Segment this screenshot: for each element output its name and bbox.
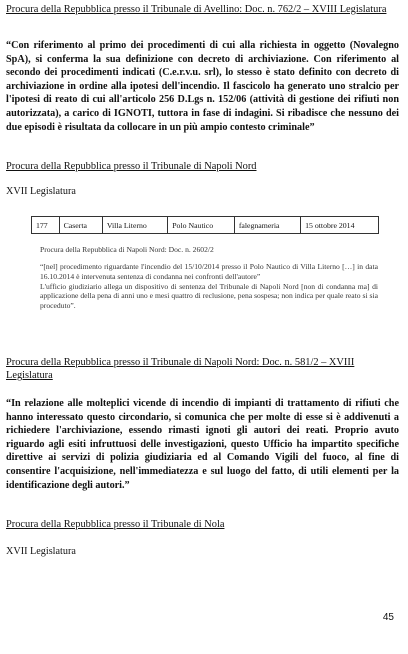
quote-avellino: “Con riferimento al primo dei procedimenti di cui alla richiesta in oggetto (Novalegno SpA), si conferma la sua definizione con decreto di archiviazione. Con riferimento al secondo dei procedimenti indicati (C.e.r.v.u. srl), lo stesso è stato definito con decreto di archiviazione in ordine alla ipotesi dell'incendio. Il fascicolo ha generato uno stralcio per l'ipotesi di reato di cui all'articolo 256 D.Lgs n. 152/06 (attività di gestione dei rifiuti non autorizzata), a carico di IGNOTI, tuttora in fase di indagini. Si ribadisce che nessuno dei due episodi è risultata da collocare in un più ampio contesto criminale” [6, 40, 399, 133]
scan-caption: Procura della Repubblica di Napoli Nord: Doc. n. 2602/2 [40, 245, 214, 254]
table-cell-municipality: Villa Literno [102, 217, 167, 234]
scan-quote-paragraph-1: “[nel] procedimento riguardante l'incendio del 15/10/2014 presso il Polo Nautico di Villa Literno […] in data 16.10.2014 è intervenuta sentenza di condanna nei confronti dell'autore” [40, 262, 378, 281]
incident-table [31, 216, 379, 234]
table-cell-site: Polo Nautico [168, 217, 235, 234]
table-cell-activity: falegnameria [234, 217, 300, 234]
table-cell-province: Caserta [59, 217, 102, 234]
table-cell-date: 15 ottobre 2014 [301, 217, 379, 234]
section-heading-nola: Procura della Repubblica presso il Tribunale di Nola [6, 519, 225, 530]
page-number: 45 [382, 612, 394, 623]
section-heading-napoli-nord-581: Procura della Repubblica presso il Tribunale di Napoli Nord: Doc. n. 581/2 – XVIII Legislatura [6, 357, 355, 381]
scan-quote-paragraph-2: L'ufficio giudiziario allega un dispositivo di sentenza del Tribunale di Napoli Nord [non di condanna ma] di applicazione della pena di anni uno e mesi quattro di reclusione, pena sospesa; non indica per quale reato si sia proceduto”. [40, 281, 378, 311]
section-heading-napoli-nord: Procura della Repubblica presso il Tribunale di Napoli Nord [6, 161, 257, 172]
section-heading-avellino: Procura della Repubblica presso il Tribunale di Avellino: Doc. n. 762/2 – XVIII Legislatura [6, 4, 387, 15]
scan-quote [40, 262, 378, 311]
table-cell-number: 177 [32, 217, 60, 234]
legislature-label-nola: XVII Legislatura [6, 546, 76, 557]
quote-napoli-nord-581: “In relazione alle molteplici vicende di incendio di impianti di trattamento di rifiuti che hanno interessato questo circondario, si comunica che per molte di esse si è addivenuti a richiedere l'archiviazione, essendo rimasti ignoti gli autori dei reati. Proprio avuto riguardo agli esiti infruttuosi delle investigazioni, questo Ufficio ha impartito specifiche direttive ai servizi di polizia giudiziaria ed al Comando Vigili del fuoco, al fine di consentire l'acquisizione, nell'immediatezza e sul luogo del fatto, di utili elementi per la identificazione degli autori.” [6, 398, 399, 491]
table-row [32, 217, 379, 234]
legislature-label-napoli-nord: XVII Legislatura [6, 186, 76, 197]
